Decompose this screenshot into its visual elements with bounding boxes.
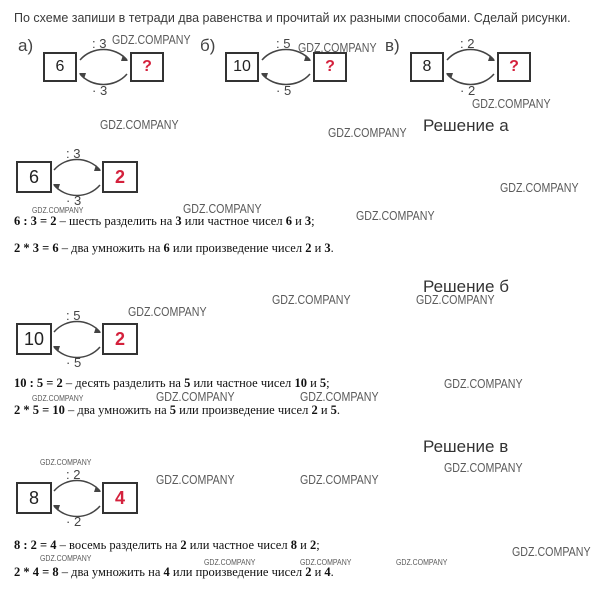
watermark: GDZ.COMPANY bbox=[40, 457, 92, 467]
answer-box: 4 bbox=[102, 482, 138, 514]
watermark: GDZ.COMPANY bbox=[156, 472, 235, 487]
right-box: ? bbox=[313, 52, 347, 82]
problem-label: а) bbox=[18, 36, 34, 55]
top-operation: : 2 bbox=[66, 467, 81, 482]
expression: 8 : 2 = 4 bbox=[14, 538, 57, 552]
watermark: GDZ.COMPANY bbox=[128, 304, 207, 319]
top-operation: : 2 bbox=[460, 36, 475, 51]
task-text: По схеме запиши в тетради два равенства и прочитай их разными способами. Сделай рисунки. bbox=[14, 11, 571, 25]
equation-multiplication: 2 * 4 = 8 – два умножить на 4 или произведение чисел 2 и 4. bbox=[14, 565, 334, 579]
bottom-operation: · 5 bbox=[66, 355, 82, 370]
expression: 10 : 5 = 2 bbox=[14, 376, 63, 390]
left-box: 10 bbox=[225, 52, 259, 82]
left-box: 10 bbox=[16, 323, 52, 355]
top-operation: : 3 bbox=[92, 36, 107, 51]
problem-label: в) bbox=[385, 36, 400, 55]
left-box: 6 bbox=[43, 52, 77, 82]
watermark: GDZ.COMPANY bbox=[272, 292, 351, 307]
watermark: GDZ.COMPANY bbox=[444, 460, 523, 475]
solution-heading: Решение в bbox=[423, 437, 509, 456]
top-operation: : 3 bbox=[66, 146, 81, 161]
top-operation: : 5 bbox=[276, 36, 291, 51]
watermark: GDZ.COMPANY bbox=[183, 201, 262, 216]
watermark: GDZ.COMPANY bbox=[112, 32, 191, 47]
solution-heading: Решение а bbox=[423, 116, 509, 135]
bottom-operation: · 5 bbox=[276, 83, 292, 98]
watermark: GDZ.COMPANY bbox=[100, 117, 179, 132]
answer-box: 2 bbox=[102, 161, 138, 193]
left-box: 6 bbox=[16, 161, 52, 193]
left-box: 8 bbox=[16, 482, 52, 514]
top-operation: : 5 bbox=[66, 308, 81, 323]
watermark: GDZ.COMPANY bbox=[300, 557, 352, 567]
watermark: GDZ.COMPANY bbox=[328, 125, 407, 140]
watermark: GDZ.COMPANY bbox=[32, 205, 84, 215]
watermark: GDZ.COMPANY bbox=[472, 96, 551, 111]
watermark: GDZ.COMPANY bbox=[156, 389, 235, 404]
problem-label: б) bbox=[200, 36, 216, 55]
right-box: ? bbox=[130, 52, 164, 82]
bottom-operation: · 2 bbox=[66, 514, 82, 529]
watermark: GDZ.COMPANY bbox=[204, 557, 256, 567]
watermark: GDZ.COMPANY bbox=[500, 180, 579, 195]
watermark: GDZ.COMPANY bbox=[298, 40, 377, 55]
equation-division: 8 : 2 = 4 – восемь разделить на 2 или частное чисел 8 и 2; bbox=[14, 538, 320, 552]
watermark: GDZ.COMPANY bbox=[356, 208, 435, 223]
expression: 6 : 3 = 2 bbox=[14, 214, 57, 228]
equation-division: 10 : 5 = 2 – десять разделить на 5 или частное чисел 10 и 5; bbox=[14, 376, 330, 390]
expression: 2 * 5 = 10 bbox=[14, 403, 65, 417]
bottom-operation: · 3 bbox=[66, 193, 82, 208]
right-box: ? bbox=[497, 52, 531, 82]
watermark: GDZ.COMPANY bbox=[444, 376, 523, 391]
equation-division: 6 : 3 = 2 – шесть разделить на 3 или частное чисел 6 и 3; bbox=[14, 214, 315, 228]
watermark: GDZ.COMPANY bbox=[512, 544, 591, 559]
bottom-operation: · 3 bbox=[92, 83, 108, 98]
bottom-operation: · 2 bbox=[460, 83, 476, 98]
watermark: GDZ.COMPANY bbox=[396, 557, 448, 567]
watermark: GDZ.COMPANY bbox=[40, 553, 92, 563]
answer-box: 2 bbox=[102, 323, 138, 355]
expression: 2 * 3 = 6 bbox=[14, 241, 59, 255]
equation-multiplication: 2 * 3 = 6 – два умножить на 6 или произведение чисел 2 и 3. bbox=[14, 241, 334, 255]
watermark: GDZ.COMPANY bbox=[300, 472, 379, 487]
solution-heading: Решение б bbox=[423, 277, 509, 296]
watermark: GDZ.COMPANY bbox=[32, 393, 84, 403]
watermark: GDZ.COMPANY bbox=[300, 389, 379, 404]
watermark: GDZ.COMPANY bbox=[416, 292, 495, 307]
expression: 2 * 4 = 8 bbox=[14, 565, 59, 579]
left-box: 8 bbox=[410, 52, 444, 82]
equation-multiplication: 2 * 5 = 10 – два умножить на 5 или произведение чисел 2 и 5. bbox=[14, 403, 341, 417]
